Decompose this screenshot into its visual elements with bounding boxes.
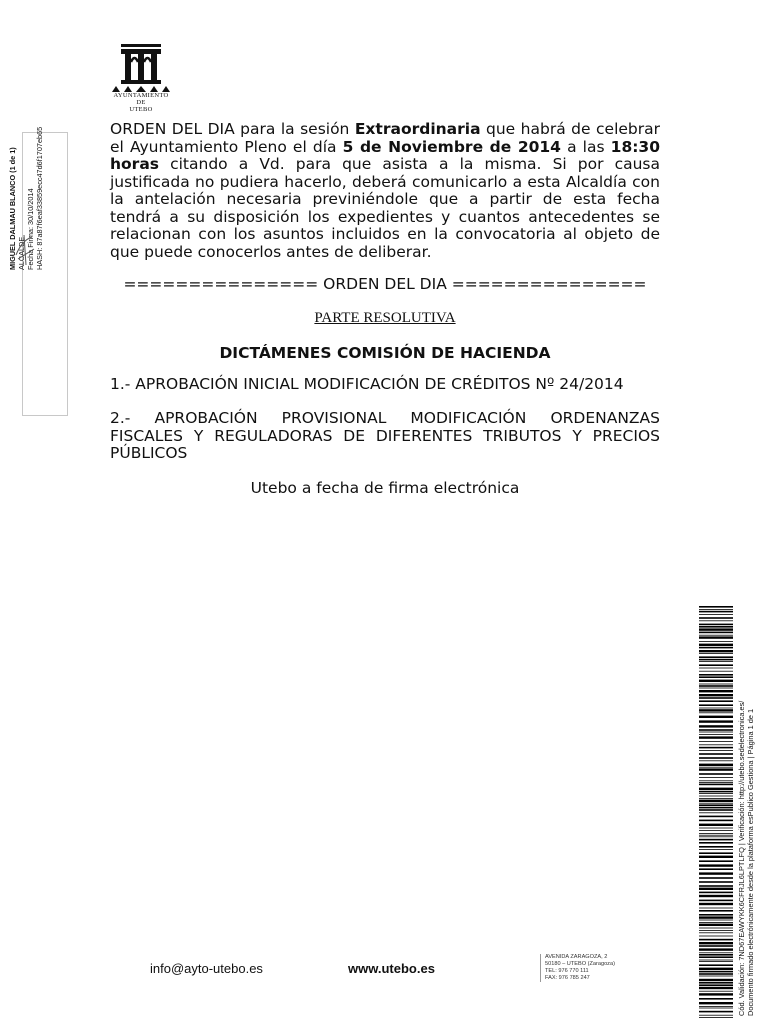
- barcode: [699, 606, 733, 1018]
- barcode-bar: [699, 653, 733, 654]
- barcode-bar: [699, 914, 733, 916]
- footer-email: info@ayto-utebo.es: [150, 961, 263, 976]
- barcode-bar: [699, 948, 733, 950]
- barcode-bar: [699, 960, 733, 961]
- barcode-bar: [699, 903, 733, 905]
- barcode-bar: [699, 632, 733, 634]
- barcode-bar: [699, 635, 733, 636]
- barcode-bar: [699, 744, 733, 745]
- address-line: TEL: 976 770 111: [545, 968, 589, 974]
- barcode-bar: [699, 729, 733, 731]
- barcode-bar: [699, 773, 733, 775]
- barcode-bar: [699, 868, 733, 870]
- barcode-bar: [699, 920, 733, 921]
- barcode-bar: [699, 782, 733, 783]
- barcode-bar: [699, 928, 733, 929]
- town-hall-emblem-icon: [119, 42, 163, 86]
- barcode-bar: [699, 895, 733, 897]
- barcode-bar: [699, 704, 733, 706]
- barcode-bar: [699, 820, 733, 822]
- barcode-bar: [699, 836, 733, 837]
- section-heading: PARTE RESOLUTIVA: [314, 310, 456, 326]
- barcode-bar: [699, 1015, 733, 1016]
- barcode-bar: [699, 839, 733, 841]
- barcode-bar: [699, 877, 733, 879]
- barcode-bar: [699, 732, 733, 733]
- barcode-bar: [699, 842, 733, 844]
- barcode-bar: [699, 760, 733, 761]
- address-line: FAX: 976 785 247: [545, 975, 590, 981]
- barcode-bar: [699, 764, 733, 766]
- barcode-bar: [699, 716, 733, 718]
- barcode-bar: [699, 611, 733, 613]
- barcode-bar: [699, 812, 733, 813]
- agenda-item-1: 1.- APROBACIÓN INICIAL MODIFICACIÓN DE CRÉDITOS Nº 24/2014: [110, 375, 624, 393]
- barcode-bar: [699, 636, 733, 638]
- paragraph-text: que habrá de celebrar el Ayuntamiento Pleno el día: [110, 120, 660, 156]
- barcode-bar: [699, 793, 733, 794]
- barcode-bar: [699, 641, 733, 642]
- barcode-bar: [699, 720, 733, 722]
- barcode-bar: [699, 617, 733, 619]
- barcode-bar: [699, 964, 733, 966]
- barcode-bar: [699, 780, 733, 781]
- barcode-bar: [699, 784, 733, 786]
- barcode-bar: [699, 747, 733, 749]
- barcode-bar: [699, 872, 733, 874]
- barcode-bar: [699, 968, 733, 970]
- barcode-bar: [699, 709, 733, 711]
- logo-text-line2: DE: [136, 99, 146, 106]
- barcode-bar: [699, 984, 733, 986]
- signature-date: Fecha Firma: 30/10/2014: [26, 188, 35, 270]
- barcode-bar: [699, 656, 733, 658]
- barcode-bar: [699, 908, 733, 909]
- barcode-bar: [699, 856, 733, 858]
- paragraph-text: citando a Vd. para que asista a la misma. Si por causa justificada no pudiera hacerlo, deberá comunicarlo a esta Alcaldía con la antelación necesaria previniéndole que a partir de esta fecha tendrá a su disposición los expedientes y cuantos antecedentes se relacionan con los asuntos incluidos en la convocatoria al objeto de que puede conocerlos antes de deliberar.: [110, 155, 660, 261]
- barcode-bar: [699, 768, 733, 770]
- barcode-bar: [699, 688, 733, 689]
- barcode-bar: [699, 694, 733, 696]
- order-header: =============== ORDEN DEL DIA ===============: [123, 275, 647, 293]
- signature-hash: HASH: 87a87f6eaf33859ecc47d6f1707eb65: [35, 126, 44, 270]
- barcode-bar: [699, 809, 733, 811]
- barcode-bar: [699, 685, 733, 687]
- barcode-bar: [699, 684, 733, 685]
- barcode-bar: [699, 976, 733, 977]
- barcode-bar: [699, 942, 733, 944]
- barcode-bar: [699, 881, 733, 883]
- barcode-bar: [699, 888, 733, 890]
- barcode-bar: [699, 650, 733, 652]
- barcode-bar: [699, 885, 733, 887]
- barcode-bar: [699, 800, 733, 802]
- barcode-bar: [699, 830, 733, 831]
- barcode-bar: [699, 833, 733, 834]
- barcode-bar: [699, 939, 733, 941]
- barcode-bar: [699, 1017, 733, 1018]
- logo-text-line3: UTEBO: [129, 106, 153, 113]
- agenda-item-2: [110, 410, 660, 463]
- barcode-bar: [699, 849, 733, 850]
- signer-name: MIGUEL DALMAU BLANCO (1 de 1): [8, 147, 17, 270]
- footer-website: www.utebo.es: [348, 961, 435, 976]
- paragraph-text: ORDEN DEL DIA para la sesión: [110, 120, 355, 138]
- barcode-bar: [699, 626, 733, 628]
- barcode-bar: [699, 973, 733, 975]
- barcode-bar: [699, 860, 733, 862]
- barcode-bar: [699, 998, 733, 1000]
- barcode-bar: [699, 1002, 733, 1004]
- barcode-bar: [699, 671, 733, 672]
- barcode-bar: [699, 952, 733, 953]
- municipal-logo: [110, 42, 172, 113]
- barcode-bar: [699, 864, 733, 866]
- barcode-bar: [699, 956, 733, 958]
- barcode-bar: [699, 609, 733, 610]
- barcode-bar: [699, 910, 733, 912]
- agenda-item-2-line2: FISCALES Y REGULADORAS DE DIFERENTES TRIBUTOS Y PRECIOS PÚBLICOS: [110, 426, 660, 462]
- address-line: AVENIDA ZARAGOZA, 2: [545, 954, 608, 960]
- logo-text-line1: AYUNTAMIENTO: [113, 92, 169, 99]
- barcode-bar: [699, 788, 733, 790]
- barcode-bar: [699, 804, 733, 806]
- barcode-bar: [699, 991, 733, 992]
- barcode-bar: [699, 664, 733, 666]
- barcode-bar: [699, 916, 733, 918]
- barcode-bar: [699, 734, 733, 735]
- barcode-bar: [699, 700, 733, 702]
- barcode-bar: [699, 697, 733, 699]
- signer-role: ALCALDE: [17, 236, 26, 270]
- barcode-bar: [699, 846, 733, 848]
- barcode-bar: [699, 620, 733, 621]
- barcode-bar: [699, 736, 733, 738]
- barcode-bar: [699, 900, 733, 902]
- barcode-bar: [699, 987, 733, 989]
- barcode-bar: [699, 796, 733, 797]
- barcode-bar: [699, 753, 733, 755]
- barcode-bar: [699, 606, 733, 608]
- barcode-bar: [699, 690, 733, 692]
- barcode-bar: [699, 1011, 733, 1013]
- address-line: 50180 – UTEBO (Zaragoza): [545, 961, 615, 967]
- barcode-bar: [699, 892, 733, 894]
- barcode-bar: [699, 668, 733, 669]
- barcode-bar: [699, 628, 733, 630]
- barcode-bar: [699, 924, 733, 926]
- barcode-bar: [699, 930, 733, 931]
- barcode-bar: [699, 798, 733, 799]
- barcode-bar: [699, 932, 733, 933]
- signed-document-text: Documento firmado electrónicamente desde la plataforma esPublico Gestiona | Página 1 de 1: [746, 708, 755, 1016]
- barcode-bar: [699, 828, 733, 829]
- footer-address: [540, 954, 615, 982]
- convocation-paragraph: [110, 121, 660, 261]
- barcode-bar: [699, 644, 733, 646]
- closing-line: Utebo a fecha de firma electrónica: [250, 479, 520, 497]
- signature-mark-icon: [10, 225, 40, 271]
- barcode-bar: [699, 741, 733, 742]
- barcode-bar: [699, 647, 733, 649]
- barcode-bar: [699, 936, 733, 937]
- barcode-bar: [699, 824, 733, 826]
- barcode-bar: [699, 807, 733, 809]
- barcode-bar: [699, 922, 733, 923]
- barcode-bar: [699, 979, 733, 981]
- barcode-bar: [699, 945, 733, 947]
- paragraph-text: a las: [560, 137, 611, 156]
- barcode-bar: [699, 803, 733, 804]
- barcode-bar: [699, 982, 733, 984]
- barcode-bar: [699, 676, 733, 678]
- barcode-bar: [699, 835, 733, 836]
- barcode-bar: [699, 777, 733, 778]
- verification-code-text: Cód. Validación: 7ND67EAWYKK6CFRJL6LPTLFQ | Verificación: http://utebo.sedelectronica.es/: [737, 700, 746, 1016]
- barcode-bar: [699, 708, 733, 709]
- session-type: Extraordinaria: [354, 120, 481, 138]
- barcode-bar: [699, 971, 733, 973]
- barcode-bar: [699, 659, 733, 661]
- barcode-bar: [699, 712, 733, 713]
- barcode-bar: [699, 757, 733, 759]
- barcode-bar: [699, 680, 733, 682]
- barcode-bar: [699, 1008, 733, 1009]
- barcode-bar: [699, 791, 733, 793]
- session-date: 5 de Noviembre de 2014: [342, 137, 561, 156]
- agenda-item-2-line1: 2.- APROBACIÓN PROVISIONAL MODIFICACIÓN ORDENANZAS: [110, 409, 660, 427]
- barcode-bar: [699, 624, 733, 626]
- barcode-bar: [699, 767, 733, 768]
- barcode-bar: [699, 1006, 733, 1007]
- barcode-bar: [699, 674, 733, 676]
- barcode-bar: [699, 852, 733, 854]
- barcode-bar: [699, 614, 733, 615]
- barcode-bar: [699, 750, 733, 751]
- barcode-bar: [699, 954, 733, 956]
- barcode-bar: [699, 961, 733, 962]
- barcode-bar: [699, 816, 733, 818]
- barcode-bar: [699, 725, 733, 727]
- barcode-bar: [699, 661, 733, 662]
- session-time: 18:30 horas: [110, 137, 660, 173]
- barcode-bar: [699, 993, 733, 995]
- committee-heading: DICTÁMENES COMISIÓN DE HACIENDA: [219, 344, 551, 362]
